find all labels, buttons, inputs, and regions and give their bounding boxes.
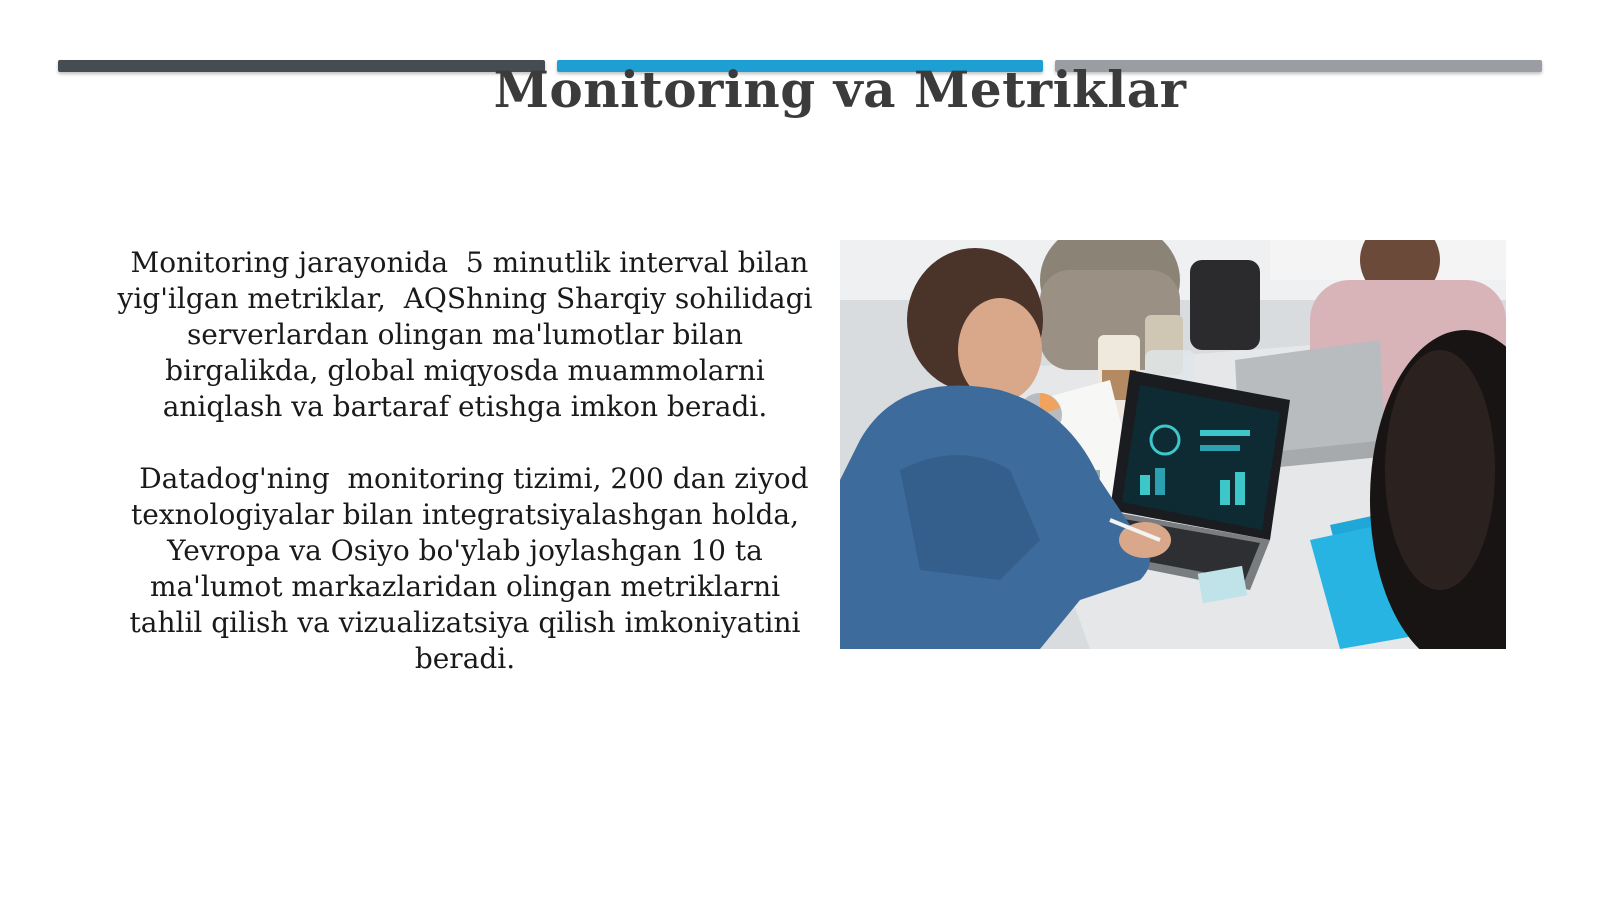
office-team-photo <box>840 240 1506 649</box>
slide-title: Monitoring va Metriklar <box>493 60 1187 119</box>
body-text <box>110 245 820 677</box>
paragraph-monitoring: Monitoring jarayonida 5 minutlik interval bilan yig'ilgan metriklar, AQShning Sharqiy sohilidagi serverlardan olingan ma'lumotlar bilan birgalikda, global miqyosda muammolarni aniqlash va bartaraf etishga imkon beradi. <box>117 246 822 423</box>
paragraph-datadog: Datadog'ning monitoring tizimi, 200 dan ziyod texnologiyalar bilan integratsiyalashgan holda, Yevropa va Osiyo bo'ylab joylashgan 10 ta ma'lumot markazlaridan olingan metriklarni tahlil qilish va vizualizatsiya qilish imkoniyatini beradi. <box>121 462 818 675</box>
office-team-laptop-icon <box>840 240 1506 649</box>
